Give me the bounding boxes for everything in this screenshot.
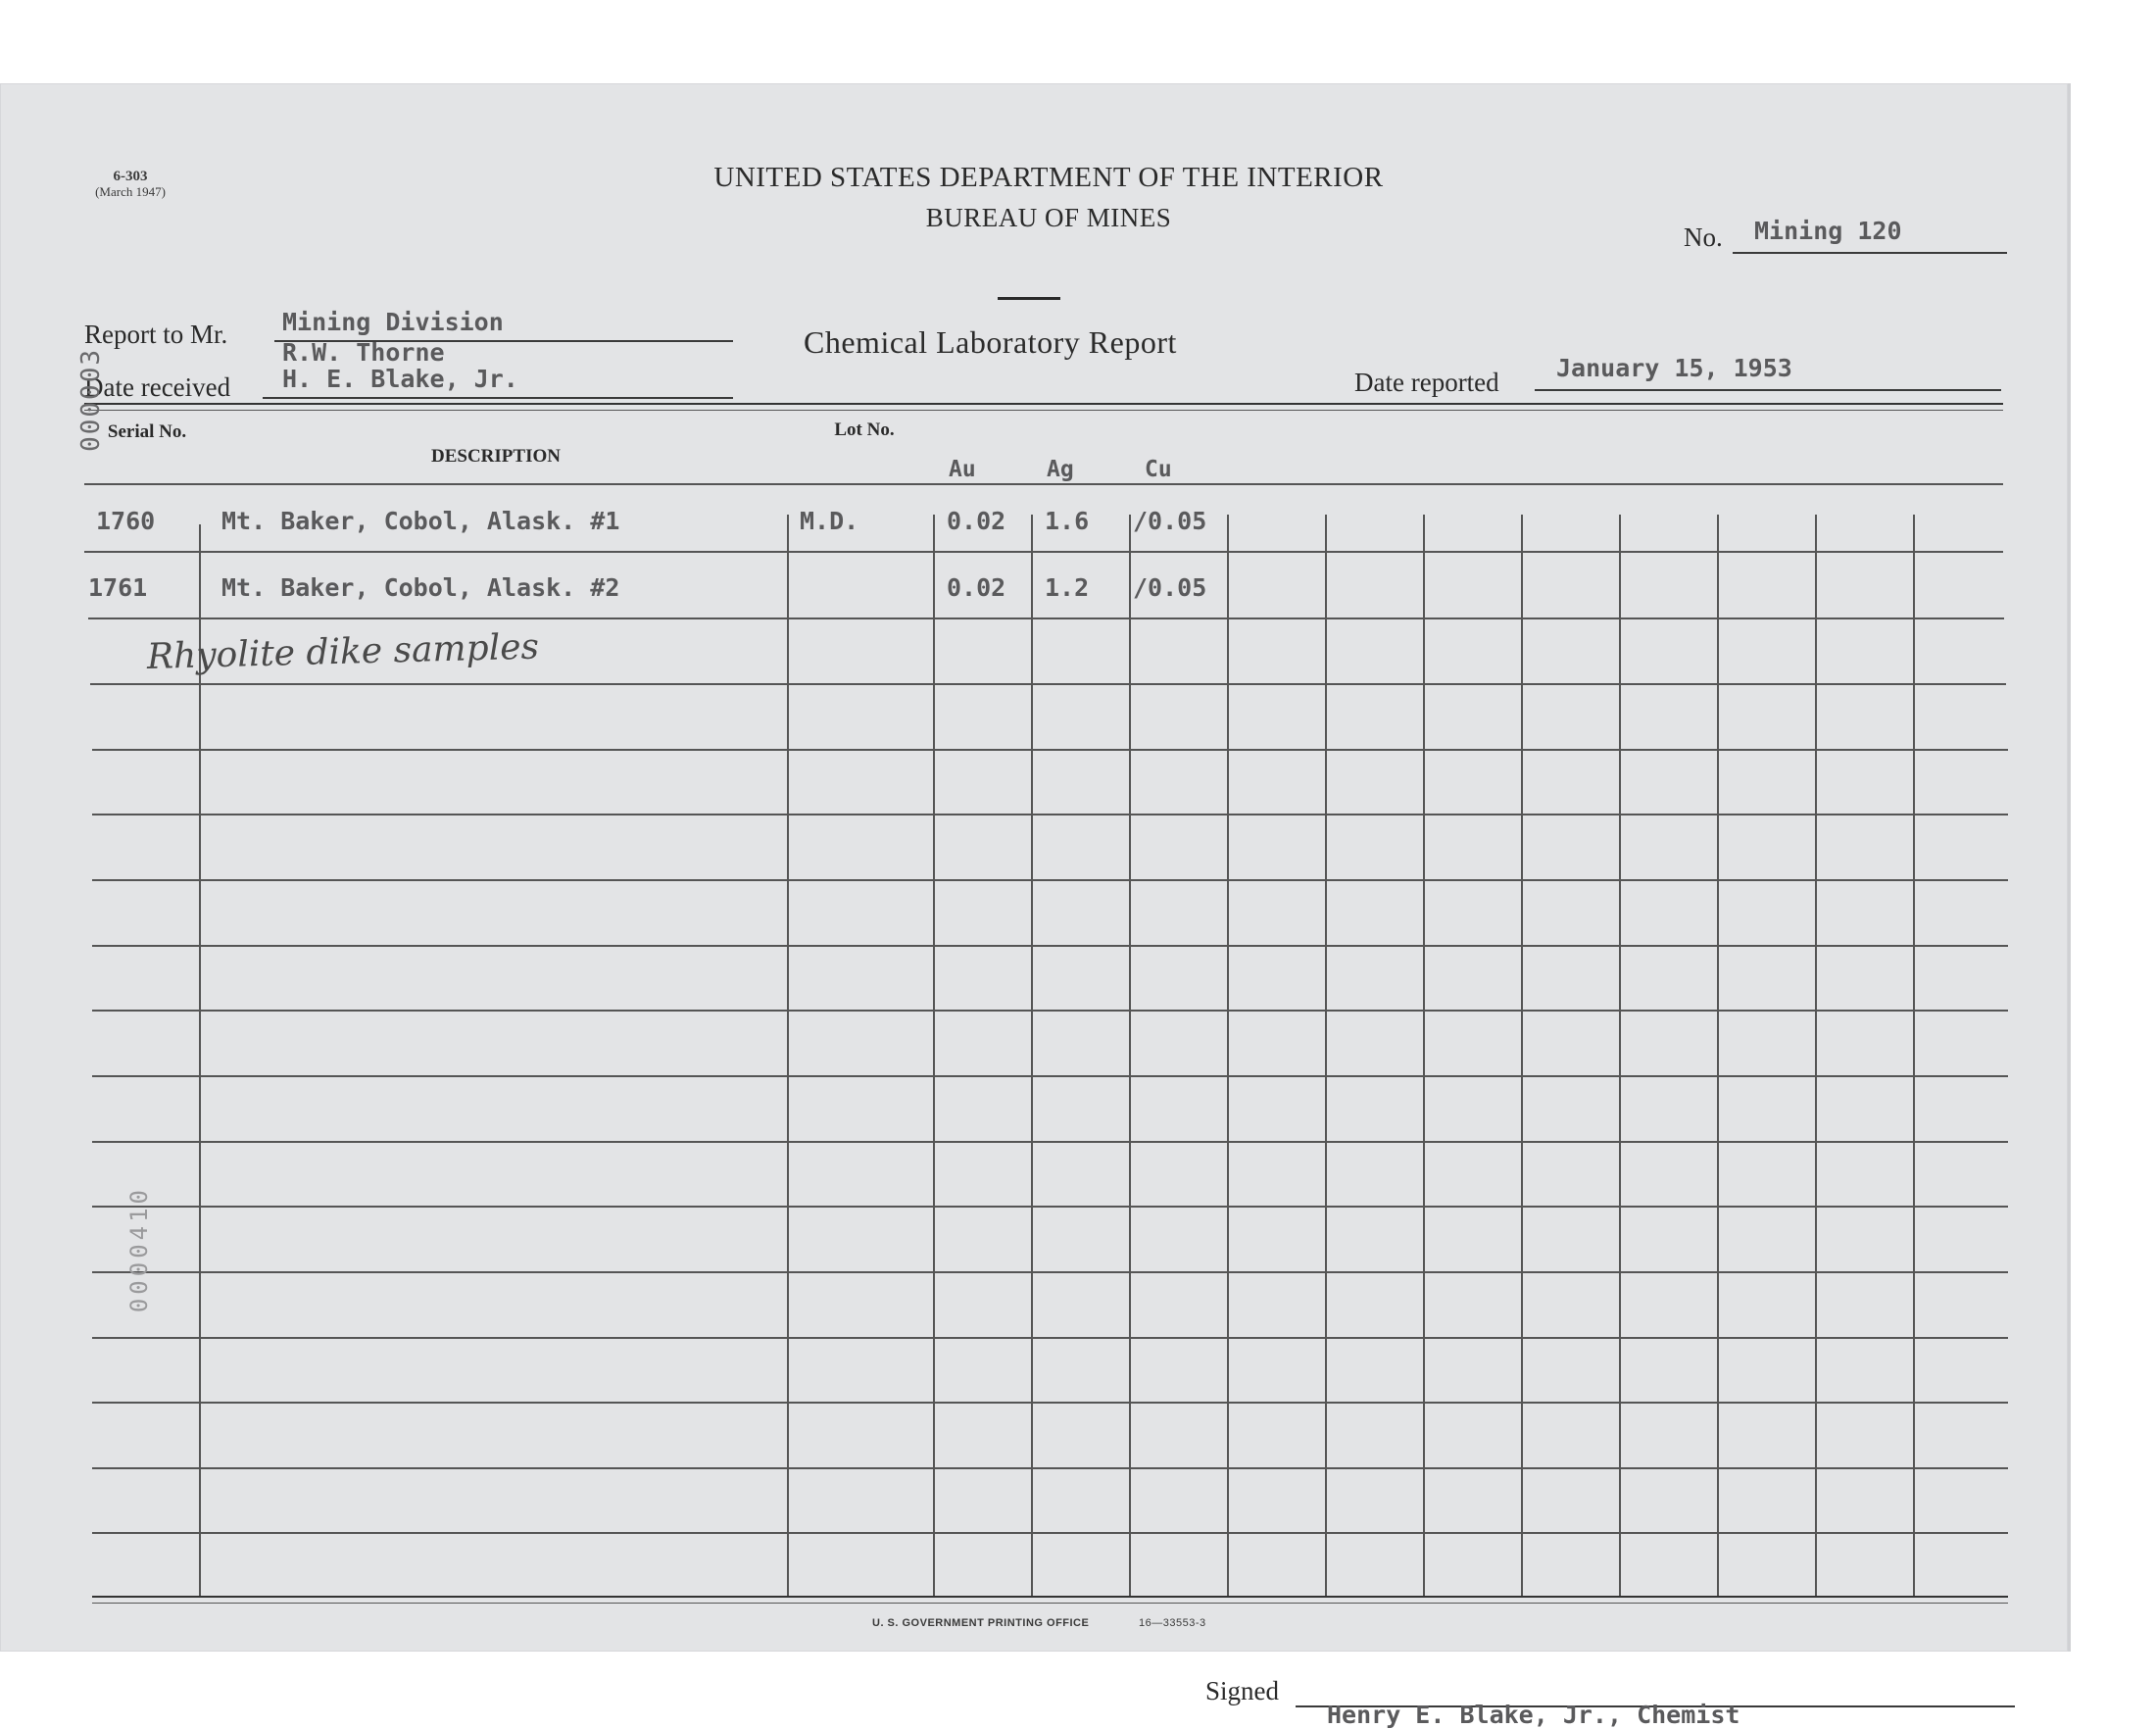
header-lot: Lot No. [834, 420, 895, 440]
table-top-rule [84, 403, 2003, 405]
report-number-value: Mining 120 [1754, 217, 1902, 245]
date-received-label: Date received [84, 372, 231, 402]
printing-office: U. S. GOVERNMENT PRINTING OFFICE [872, 1617, 1090, 1629]
report-to-value: Mining Division [282, 308, 504, 336]
row-serial: 1761 [88, 573, 148, 602]
header-serial: Serial No. [107, 421, 187, 442]
report-to-value-2: R.W. Thorne [282, 338, 445, 367]
date-received-line [263, 397, 733, 399]
row-ag: 1.6 [1045, 507, 1090, 535]
row-description: Mt. Baker, Cobol, Alask. #2 [221, 573, 620, 602]
bureau-heading: BUREAU OF MINES [925, 203, 1172, 232]
row-lot: M.D. [800, 507, 859, 535]
stamp-left-bottom: 0000410 [125, 1186, 153, 1313]
form-number-code: 6-303 [113, 169, 148, 184]
report-to-label: Report to Mr. [84, 320, 228, 349]
report-number-line [1733, 252, 2007, 254]
row-ag: 1.2 [1045, 573, 1090, 602]
header-cu: Cu [1145, 457, 1172, 482]
date-received-value: H. E. Blake, Jr. [282, 365, 518, 393]
agency-heading: UNITED STATES DEPARTMENT OF THE INTERIOR [713, 162, 1384, 193]
header-au: Au [949, 457, 976, 482]
header-description: DESCRIPTION [431, 446, 561, 467]
report-number-label: No. [1684, 222, 1723, 252]
report-sheet [0, 83, 2071, 1729]
row-cu: /0.05 [1133, 573, 1207, 602]
form-number-date: (March 1947) [95, 184, 166, 199]
row-description: Mt. Baker, Cobol, Alask. #1 [221, 507, 620, 535]
header-ag: Ag [1047, 457, 1074, 482]
report-title: Chemical Laboratory Report [804, 324, 1177, 360]
row-serial: 1760 [96, 507, 156, 535]
row-cu: /0.05 [1133, 507, 1207, 535]
stamp-left-top: 000003 [76, 348, 106, 452]
heading-rule [998, 297, 1060, 300]
signed-value: Henry E. Blake, Jr., Chemist [1327, 1701, 1740, 1729]
signed-label: Signed [1205, 1676, 1280, 1705]
date-reported-line [1535, 389, 2001, 391]
form-number [76, 170, 184, 199]
row-au: 0.02 [947, 573, 1006, 602]
print-code: 16—33553-3 [1139, 1617, 1206, 1629]
table-top-rule-2 [84, 410, 2003, 411]
date-reported-value: January 15, 1953 [1556, 354, 1792, 382]
row-au: 0.02 [947, 507, 1006, 535]
date-reported-label: Date reported [1354, 368, 1499, 397]
handwritten-note: Rhyolite dike samples [146, 626, 540, 677]
